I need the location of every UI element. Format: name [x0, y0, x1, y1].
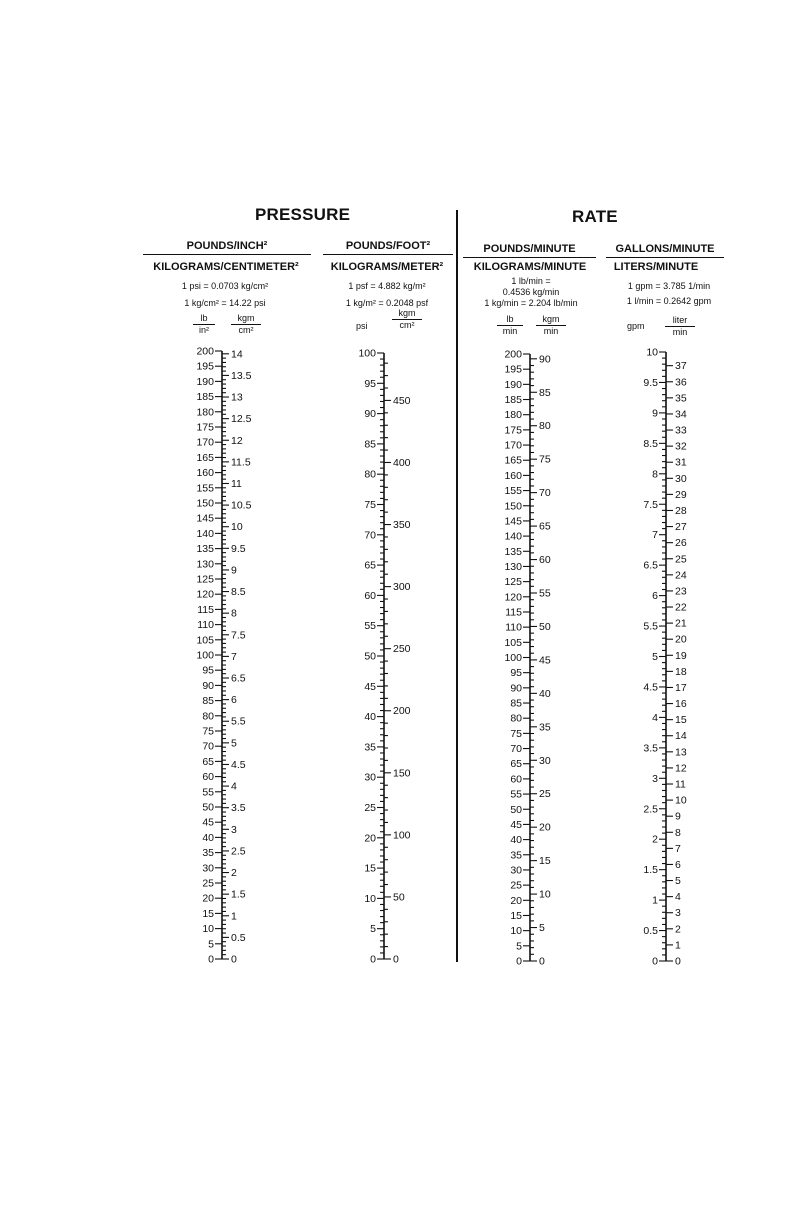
- scale-label-left: 195: [504, 363, 522, 376]
- scale-label-right: 36: [675, 376, 687, 389]
- scale-label-left: 8: [652, 468, 658, 481]
- axis-label-numerator: kgm: [392, 308, 422, 320]
- scale-label-right: 25: [539, 788, 551, 801]
- scale-label-left: 130: [504, 560, 522, 573]
- scale-label-left: 50: [202, 801, 214, 814]
- scale-label-right: 6.5: [231, 672, 246, 685]
- scale-label-right: 13: [231, 391, 243, 404]
- conversion-line: 1 kg/min = 2.204 lb/min: [484, 298, 578, 308]
- scale-label-left: 130: [196, 558, 214, 571]
- scale-label-left: 60: [364, 589, 376, 602]
- scale-label-right: 31: [675, 456, 687, 469]
- scale-label-left: 160: [196, 467, 214, 480]
- scale-label-right: 2: [675, 923, 681, 936]
- scale-label-left: 100: [504, 652, 522, 664]
- scale-label-left: 60: [510, 773, 522, 786]
- scale-label-left: 190: [504, 378, 522, 391]
- unit-bottom: KILOGRAMS/METER²: [330, 261, 444, 273]
- scale-label-right: 5: [675, 875, 681, 888]
- scale-label-left: 140: [504, 530, 522, 543]
- axis-label-numerator: kgm: [536, 314, 566, 326]
- scale-label-left: 2: [652, 833, 658, 846]
- scale-label-right: 14: [675, 730, 687, 743]
- scale-label-left: 120: [196, 588, 214, 601]
- scale-label-right: 10.5: [231, 499, 252, 512]
- scale-label-left: 100: [196, 649, 214, 662]
- scale-label-right: 15: [539, 855, 551, 868]
- conversion-line: 1 gpm = 3.785 1/min: [627, 281, 711, 291]
- scale-label-left: 10: [364, 892, 376, 905]
- scale-label-left: 175: [504, 424, 522, 437]
- unit-top: POUNDS/INCH²: [143, 240, 311, 255]
- scale-label-left: 40: [364, 711, 376, 724]
- scale-label-left: 170: [504, 439, 522, 452]
- scale-label-right: 24: [675, 569, 687, 582]
- scale-label-left: 10: [510, 925, 522, 938]
- scale-label-right: 32: [675, 440, 687, 453]
- scale-label-left: 30: [364, 771, 376, 784]
- scale-label-right: 350: [393, 519, 411, 532]
- scale-label-left: 45: [202, 816, 214, 829]
- unit-top: GALLONS/MINUTE: [606, 243, 724, 258]
- conversion-line: 1 lb/min =: [511, 276, 551, 286]
- scale-label-right: 28: [675, 504, 687, 517]
- scale-label-left: 35: [202, 847, 214, 860]
- scale-label-left: 85: [510, 697, 522, 710]
- scale-label-right: 75: [539, 453, 551, 466]
- axis-label-numerator: kgm: [231, 313, 261, 325]
- scale-label-right: 12: [231, 434, 243, 447]
- scale-label-right: 19: [675, 649, 687, 662]
- scale-label-left: 3.5: [643, 742, 658, 755]
- scale-label-right: 9: [231, 564, 237, 577]
- scale-label-left: 120: [504, 591, 522, 604]
- scale-label-left: 195: [196, 360, 214, 373]
- scale-label-right: 12: [675, 762, 687, 775]
- scale-label-left: 100: [358, 347, 376, 360]
- scale-label-left: 75: [364, 499, 376, 511]
- axis-label-denominator: min: [543, 326, 559, 336]
- scale-label-left: 115: [505, 606, 522, 619]
- scale-label-right: 1.5: [231, 888, 246, 901]
- scale-label-right: 40: [539, 687, 551, 700]
- scale-label-left: 170: [196, 436, 214, 449]
- scale-label-left: 0: [516, 955, 522, 968]
- scale-label-right: 8: [675, 826, 681, 839]
- conversion-line: 1 psi = 0.0703 kg/cm²: [181, 281, 269, 291]
- scale-label-left: 75: [202, 725, 214, 738]
- scale-label-right: 0: [675, 955, 681, 968]
- scale-label-right: 200: [393, 705, 411, 718]
- scale-label-left: 45: [510, 818, 522, 831]
- scale-label-left: 4: [652, 711, 658, 724]
- scale-label-right: 9.5: [231, 542, 246, 555]
- scale-label-left: 5: [208, 938, 214, 951]
- scale-label-left: 105: [196, 634, 214, 647]
- scale-label-right: 22: [675, 601, 687, 614]
- conversion-line: 0.4536 kg/min: [502, 287, 560, 297]
- scale-label-left: 5: [516, 940, 522, 953]
- scale-label-left: 70: [510, 743, 522, 756]
- scale-label-left: 0: [370, 953, 376, 966]
- scale-label-right: 70: [539, 487, 551, 500]
- scale-label-right: 55: [539, 587, 551, 600]
- scale-label-left: 5: [652, 651, 658, 663]
- scale-label-left: 95: [202, 664, 214, 677]
- scale-label-right: 50: [393, 891, 405, 904]
- scale-label-right: 11: [675, 778, 686, 791]
- scale-label-right: 16: [675, 698, 687, 711]
- scale-label-right: 5: [231, 737, 237, 750]
- scale-label-left: 25: [510, 879, 522, 892]
- scale-label-left: 80: [510, 712, 522, 725]
- scale-label-right: 0: [539, 955, 545, 968]
- scale-label-right: 0.5: [231, 931, 246, 944]
- scale-label-right: 21: [675, 617, 687, 630]
- unit-top: POUNDS/MINUTE: [463, 243, 596, 258]
- scale-label-left: 40: [510, 834, 522, 847]
- scale-label-left: 165: [196, 451, 214, 464]
- scale-label-right: 300: [393, 581, 411, 594]
- scale-label-right: 0: [393, 953, 399, 966]
- scale-label-right: 17: [675, 681, 687, 694]
- scale-label-right: 27: [675, 521, 687, 534]
- scale-label-right: 2: [231, 867, 237, 880]
- scale-label-left: 45: [364, 680, 376, 693]
- scale-label-right: 90: [539, 353, 551, 366]
- scale-label-right: 8: [231, 607, 237, 620]
- scale-label-left: 55: [510, 788, 522, 801]
- scale-label-right: 20: [675, 633, 687, 646]
- scale-label-left: 20: [202, 892, 214, 905]
- scale-label-left: 155: [196, 482, 214, 495]
- scale-label-left: 25: [364, 802, 376, 814]
- scale-label-left: 75: [510, 727, 522, 740]
- unit-bottom: KILOGRAMS/CENTIMETER²: [153, 261, 299, 273]
- scale-label-left: 9: [652, 407, 658, 420]
- unit-bottom: LITERS/MINUTE: [613, 261, 699, 273]
- scale-label-left: 15: [202, 907, 214, 920]
- scale-label-left: 8.5: [643, 437, 658, 450]
- scale-label-right: 3: [231, 823, 237, 836]
- scale-label-right: 15: [675, 714, 687, 727]
- conversion-line: 1 psf = 4.882 kg/m²: [348, 281, 426, 291]
- axis-label-numerator: liter: [665, 315, 695, 327]
- scale-label-left: 80: [202, 710, 214, 723]
- scale-label-right: 10: [675, 794, 687, 807]
- scale-label-right: 35: [539, 721, 551, 734]
- scale-label-right: 29: [675, 488, 687, 501]
- scale-label-right: 6: [231, 694, 237, 707]
- conversion-line: 1 kg/m² = 0.2048 psf: [345, 298, 429, 308]
- scale-label-left: 135: [196, 543, 214, 556]
- scale-label-left: 90: [364, 408, 376, 421]
- scale-label-right: 11: [231, 477, 242, 490]
- scale-label-left: 155: [504, 485, 522, 498]
- scale-label-left: 1: [652, 894, 658, 907]
- axis-label-denominator: cm²: [238, 325, 254, 335]
- scale-label-left: 95: [510, 667, 522, 680]
- scale-label-left: 105: [504, 636, 522, 649]
- axis-label-numerator: lb: [193, 313, 215, 325]
- scale-label-right: 13: [675, 746, 687, 759]
- scale-label-left: 110: [197, 619, 214, 632]
- scale-label-left: 20: [364, 832, 376, 845]
- scale-label-right: 5: [539, 922, 545, 935]
- scale-label-left: 20: [510, 894, 522, 907]
- scale-label-left: 65: [364, 559, 376, 572]
- scale-label-left: 35: [364, 741, 376, 754]
- scale-label-left: 55: [202, 786, 214, 799]
- scale-label-right: 26: [675, 537, 687, 550]
- scale-label-left: 165: [504, 454, 522, 467]
- scale-label-right: 65: [539, 520, 551, 533]
- scale-label-right: 50: [539, 620, 551, 633]
- scale-label-right: 4: [675, 891, 681, 904]
- axis-label-denominator: min: [502, 326, 518, 336]
- scale-label-right: 12.5: [231, 413, 252, 426]
- scale-label-left: 0: [208, 953, 214, 966]
- axis-label-left: gpm: [627, 321, 645, 331]
- scale-label-left: 25: [202, 877, 214, 890]
- scale-label-right: 3: [675, 907, 681, 920]
- scale-label-left: 70: [202, 740, 214, 753]
- scale-label-right: 1: [231, 910, 237, 923]
- scale-label-right: 11.5: [231, 456, 251, 469]
- scale-label-left: 30: [202, 862, 214, 875]
- scale-label-right: 400: [393, 456, 411, 469]
- scale-label-right: 6: [675, 858, 681, 871]
- scale-label-left: 85: [202, 695, 214, 708]
- scale-label-right: 33: [675, 424, 687, 437]
- scale-label-left: 30: [510, 864, 522, 877]
- scale-label-left: 190: [196, 375, 214, 388]
- scale-label-right: 7: [231, 650, 237, 663]
- scale-label-left: 0.5: [643, 925, 658, 938]
- scale-label-left: 60: [202, 771, 214, 784]
- scale-label-right: 10: [539, 888, 551, 901]
- scale-label-left: 6: [652, 590, 658, 603]
- scale-label-left: 50: [510, 803, 522, 816]
- axis-label-denominator: cm²: [399, 320, 415, 330]
- scale-label-right: 150: [393, 767, 411, 780]
- scale-label-left: 55: [364, 620, 376, 633]
- scale-label-left: 175: [196, 421, 214, 434]
- scale-label-left: 110: [505, 621, 522, 634]
- scale-label-left: 160: [504, 469, 522, 482]
- scale-label-right: 30: [675, 472, 687, 485]
- scale-label-left: 150: [196, 497, 214, 510]
- scale-label-right: 5.5: [231, 715, 246, 728]
- scale-label-left: 145: [504, 515, 522, 528]
- scale-label-left: 15: [510, 909, 522, 922]
- scale-label-left: 2.5: [643, 803, 658, 816]
- scale-label-right: 14: [231, 348, 243, 361]
- axis-label-denominator: in²: [198, 325, 209, 335]
- scale-label-left: 50: [364, 650, 376, 663]
- scale-label-left: 65: [510, 758, 522, 771]
- scale-label-right: 85: [539, 386, 551, 399]
- scale-label-left: 85: [364, 438, 376, 451]
- section-title-pressure: PRESSURE: [255, 205, 351, 224]
- scale-label-right: 60: [539, 554, 551, 567]
- scale-label-left: 10: [646, 346, 658, 359]
- scale-label-left: 185: [504, 394, 522, 407]
- scale-label-right: 0: [231, 953, 237, 966]
- axis-label-denominator: min: [672, 327, 688, 337]
- unit-bottom: KILOGRAMS/MINUTE: [473, 261, 587, 273]
- scale-label-left: 125: [196, 573, 214, 586]
- scale-label-right: 9: [675, 810, 681, 823]
- scale-label-left: 145: [196, 512, 214, 525]
- section-title-rate: RATE: [572, 207, 618, 226]
- scale-label-right: 20: [539, 821, 551, 834]
- scale-label-left: 135: [504, 545, 522, 558]
- scale-label-right: 80: [539, 420, 551, 433]
- axis-label-numerator: lb: [497, 314, 523, 326]
- scale-label-right: 30: [539, 754, 551, 767]
- scale-label-left: 90: [202, 679, 214, 692]
- scale-label-right: 100: [393, 829, 411, 842]
- scale-label-left: 40: [202, 831, 214, 844]
- scale-label-left: 1.5: [643, 864, 658, 877]
- scale-label-left: 5.5: [643, 620, 658, 633]
- scale-label-right: 4.5: [231, 758, 246, 771]
- scale-label-left: 35: [510, 849, 522, 862]
- scale-label-right: 35: [675, 392, 687, 405]
- scale-label-left: 7.5: [643, 498, 658, 511]
- scale-label-left: 140: [196, 527, 214, 540]
- scale-label-left: 200: [504, 348, 522, 361]
- scale-label-left: 180: [504, 409, 522, 422]
- scale-label-right: 450: [393, 394, 411, 407]
- scale-label-left: 7: [652, 529, 658, 542]
- scale-label-left: 115: [197, 603, 214, 616]
- scale-label-right: 7: [675, 842, 681, 855]
- scale-label-right: 18: [675, 665, 687, 678]
- scale-label-right: 37: [675, 360, 687, 373]
- conversion-line: 1 l/min = 0.2642 gpm: [626, 296, 712, 306]
- scale-label-right: 45: [539, 654, 551, 667]
- scale-label-right: 34: [675, 408, 687, 421]
- scale-label-left: 15: [364, 862, 376, 875]
- axis-label-left: psi: [356, 321, 368, 331]
- scale-label-left: 95: [364, 377, 376, 390]
- scale-label-left: 5: [370, 923, 376, 936]
- scale-label-left: 6.5: [643, 559, 658, 572]
- scale-label-left: 125: [504, 576, 522, 589]
- scale-label-left: 0: [652, 955, 658, 968]
- scale-label-left: 9.5: [643, 376, 658, 389]
- scale-label-left: 65: [202, 755, 214, 768]
- scale-label-right: 250: [393, 643, 411, 656]
- scale-label-left: 180: [196, 406, 214, 419]
- scale-label-left: 4.5: [643, 681, 658, 694]
- scale-label-left: 90: [510, 682, 522, 695]
- scale-label-right: 25: [675, 553, 687, 566]
- unit-top: POUNDS/FOOT²: [323, 240, 453, 255]
- scale-label-right: 4: [231, 780, 237, 793]
- scale-label-left: 70: [364, 529, 376, 542]
- scale-label-left: 80: [364, 468, 376, 481]
- scale-label-left: 150: [504, 500, 522, 513]
- scale-label-right: 3.5: [231, 802, 246, 815]
- scale-label-right: 8.5: [231, 586, 246, 599]
- scale-label-right: 13.5: [231, 369, 252, 382]
- scale-label-right: 10: [231, 521, 243, 534]
- scale-label-left: 200: [196, 345, 214, 358]
- scale-label-left: 3: [652, 772, 658, 785]
- scale-label-right: 2.5: [231, 845, 246, 858]
- scale-label-left: 185: [196, 391, 214, 404]
- scale-label-right: 23: [675, 585, 687, 598]
- scale-label-left: 10: [202, 923, 214, 936]
- conversion-line: 1 kg/cm² = 14.22 psi: [184, 298, 266, 308]
- scale-label-right: 7.5: [231, 629, 246, 642]
- scale-label-right: 1: [675, 939, 681, 952]
